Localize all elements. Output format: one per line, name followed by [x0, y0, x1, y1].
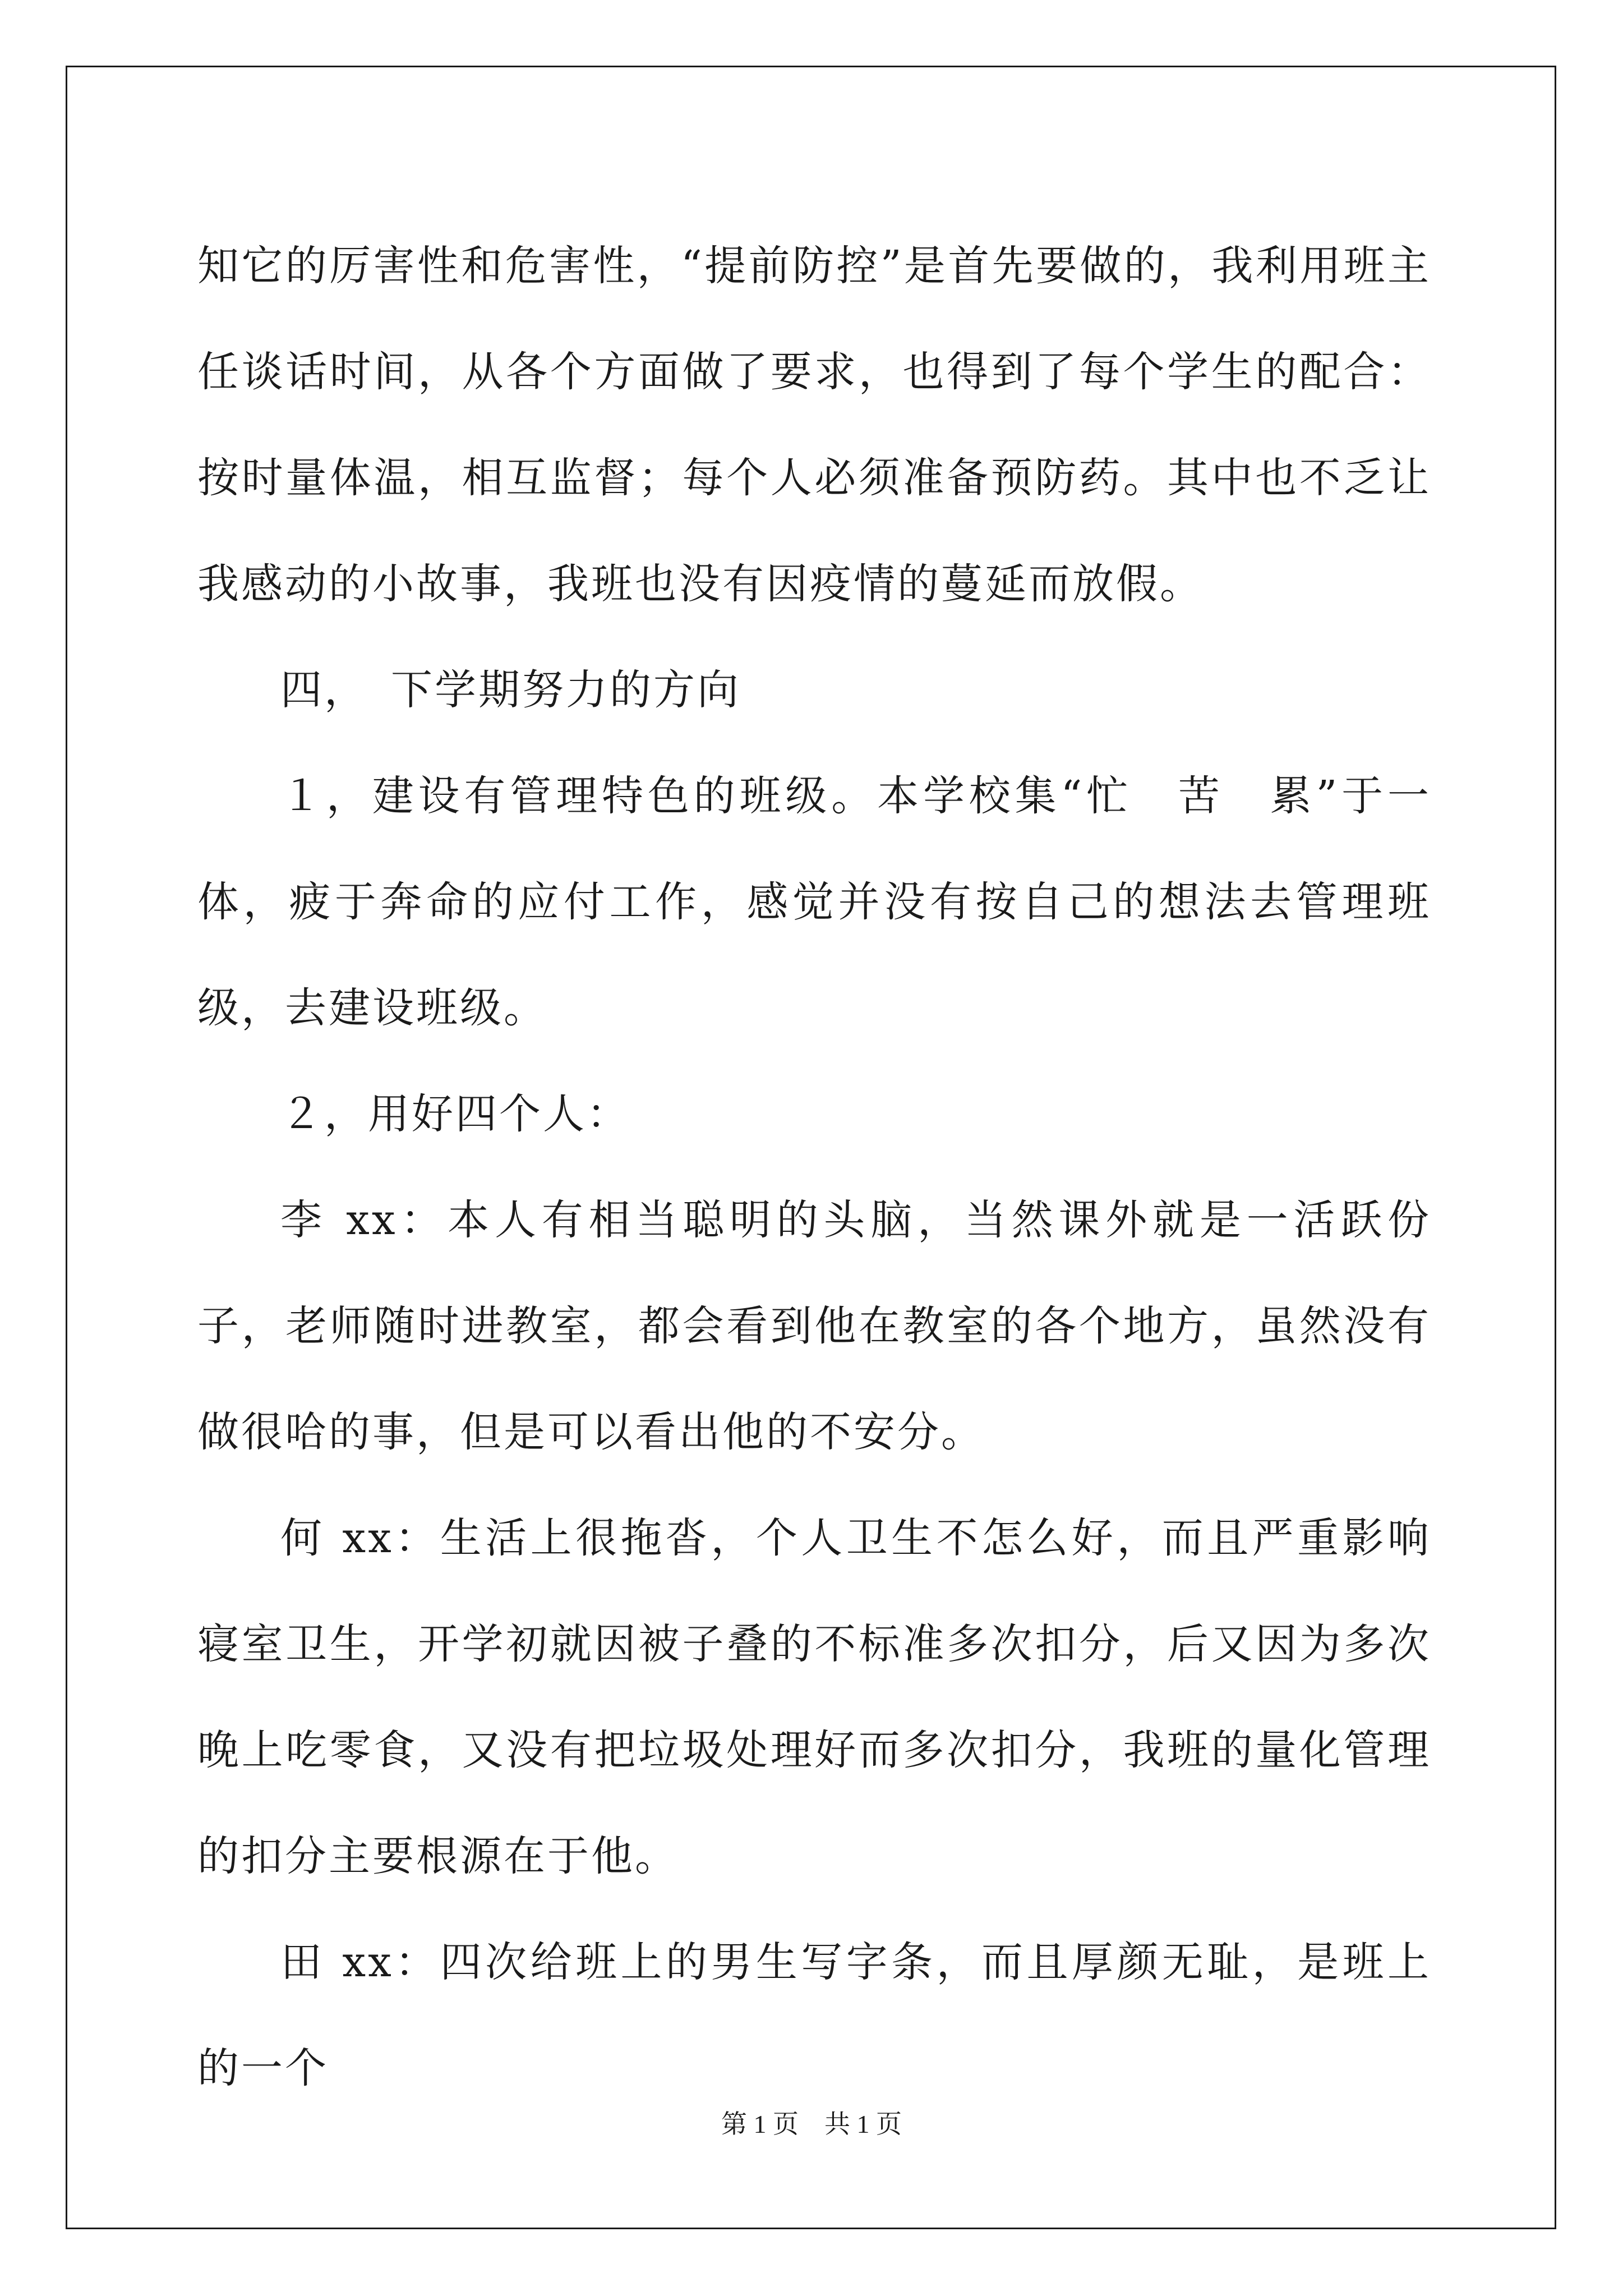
paragraph: 知它的厉害性和危害性，“提前防控”是首先要做的，我利用班主任谈话时间，从各个方面做了要求，也得到了每个学生的配合：按时量体温，相互监督；每个人必须准备预防药。其中也不乏让我感动的小故事，我班也没有因疫情的蔓延而放假。	[197, 242, 1431, 608]
paragraph: １，建设有管理特色的班级。本学校集“忙 苦 累”于一体，疲于奔命的应付工作，感觉并没有按自己的想法去管理班级，去建设班级。	[197, 772, 1431, 1032]
paragraph: 田 xx：四次给班上的男生写字条，而且厚颜无耻，是班上的一个	[197, 1938, 1431, 2092]
paragraph: 李 xx：本人有相当聪明的头脑，当然课外就是一活跃份子，老师随时进教室，都会看到他在教室的各个地方，虽然没有做很哈的事，但是可以看出他的不安分。	[197, 1196, 1431, 1456]
paragraph: 何 xx：生活上很拖沓，个人卫生不怎么好，而且严重影响寝室卫生，开学初就因被子叠的不标准多次扣分，后又因为多次晚上吃零食，又没有把垃圾处理好而多次扣分，我班的量化管理的扣分主要根源在于他。	[197, 1514, 1431, 1880]
paragraph: ２，用好四个人：	[280, 1090, 630, 1138]
document-body	[197, 213, 1431, 2122]
page-footer: 第 1 页 共 1 页	[721, 2110, 902, 2138]
section-heading: 四， 下学期努力的方向	[280, 666, 741, 714]
